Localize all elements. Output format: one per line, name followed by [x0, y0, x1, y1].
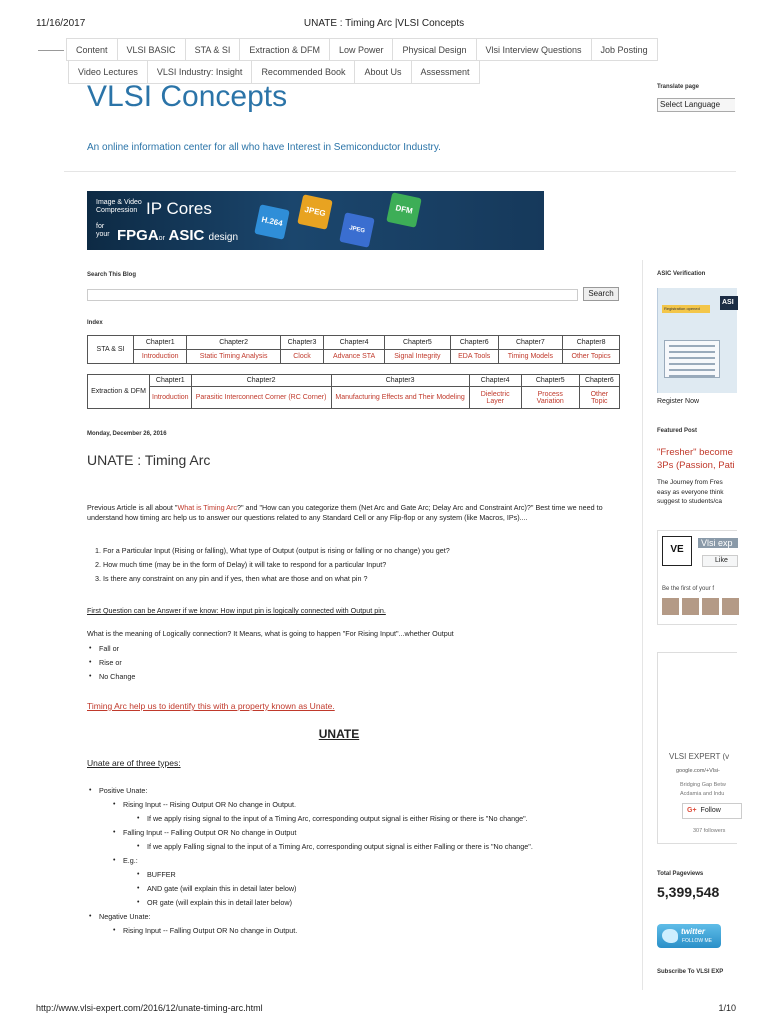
course-info-box — [664, 340, 720, 378]
chapter-header: Chapter8 — [563, 336, 620, 350]
meaning-text: What is the meaning of Logically connection? It Means, what is going to happen "For Rising Input"...whether Output — [87, 629, 454, 638]
gplus-url[interactable]: google.com/+Vlsi- — [676, 768, 720, 774]
list-item: • Rise or — [87, 658, 622, 668]
chapter-header: Chapter7 — [498, 336, 563, 350]
chip-jpeg2000-icon: JPEG 2000 — [339, 212, 375, 248]
table-row — [88, 336, 620, 350]
chapter-link[interactable]: Parasitic Interconnect Corner (RC Corner) — [191, 387, 331, 409]
list-item: 1. For a Particular Input (Rising or falling), What type of Output (output is rising or falling or no change) you get? — [103, 546, 622, 556]
banner-ip-cores: IP Cores — [146, 199, 212, 218]
google-plus-widget — [657, 652, 737, 844]
fb-friend-faces — [662, 598, 739, 615]
registration-badge: Registration opened — [662, 305, 710, 313]
list-item: • No Change — [87, 672, 622, 682]
chapter-link[interactable]: Signal Integrity — [384, 350, 450, 364]
excerpt-line: suggest to students/ca — [657, 498, 723, 505]
gplus-name[interactable]: VLSI EXPERT (v — [669, 752, 730, 761]
chip-jpeg-icon: JPEG — [297, 194, 333, 230]
negative-unate-label: Negative Unate: — [99, 912, 151, 921]
search-input[interactable] — [87, 289, 578, 301]
nav-item-extraction-dfm[interactable]: Extraction & DFM — [240, 38, 330, 61]
gplus-followers-count: 307 followers — [693, 828, 726, 834]
fb-like-button[interactable] — [702, 555, 738, 567]
banner-small-text: Image & Video Compression — [96, 199, 142, 214]
asic-verification-label: ASIC Verification — [657, 271, 706, 277]
twitter-follow-label: FOLLOW ME — [682, 938, 713, 944]
avatar — [662, 598, 679, 615]
list-item: • BUFFER — [135, 870, 622, 880]
nav-item-low-power[interactable]: Low Power — [330, 38, 394, 61]
subscribe-label: Subscribe To VLSI EXP — [657, 969, 724, 975]
unate-heading: UNATE — [318, 727, 360, 741]
featured-post-excerpt — [657, 478, 737, 507]
nav-item-vlsi-basic[interactable]: VLSI BASIC — [118, 38, 186, 61]
eg-label: E.g.: — [123, 856, 138, 865]
list-item: • AND gate (will explain this in detail later below) — [135, 884, 622, 894]
nav-item-interview-questions[interactable]: Vlsi Interview Questions — [477, 38, 592, 61]
banner-or: or — [158, 235, 165, 242]
chapter-header: Chapter5 — [521, 375, 579, 387]
index-table-dfm — [87, 374, 620, 409]
list-item: • Fall or — [87, 644, 622, 654]
chapter-header: Chapter2 — [191, 375, 331, 387]
list-item: • If we apply Falling signal to the input of a Timing Arc, corresponding output signal is either Falling or there is "No change". — [135, 842, 622, 852]
language-select[interactable]: Select Language — [657, 98, 735, 112]
chapter-link[interactable]: Introduction — [134, 350, 187, 364]
nav-item-recommended-book[interactable]: Recommended Book — [252, 61, 355, 84]
list-item — [111, 856, 622, 908]
output-list — [87, 644, 622, 686]
vlsi-expert-logo: VE — [662, 536, 692, 566]
chapter-link[interactable]: Other Topic — [579, 387, 619, 409]
translate-label: Translate page — [657, 84, 700, 90]
chapter-header: Chapter1 — [134, 336, 187, 350]
intro-link[interactable]: What is Timing Arc — [177, 503, 237, 512]
chapter-header: Chapter2 — [187, 336, 280, 350]
chip-dfm-icon: DFM — [386, 192, 422, 228]
intro-prefix: Previous Article is all about " — [87, 503, 178, 512]
banner-fpga-asic — [117, 227, 238, 244]
positive-unate-label: Positive Unate: — [99, 786, 148, 795]
excerpt-line: easy as everyone think — [657, 488, 724, 496]
featured-title-line: 3Ps (Passion, Pati — [657, 460, 735, 471]
ip-cores-banner[interactable] — [87, 191, 544, 264]
chapter-header: Chapter6 — [579, 375, 619, 387]
gplus-desc-line: Acdamia and Indu — [680, 791, 725, 797]
chapter-header: Chapter4 — [324, 336, 385, 350]
index-table-sta — [87, 335, 620, 364]
chapter-header: Chapter6 — [450, 336, 498, 350]
twitter-label: twitter — [681, 927, 705, 936]
chapter-link[interactable]: Process Variation — [521, 387, 579, 409]
nav-item-sta-si[interactable]: STA & SI — [186, 38, 241, 61]
table-row — [88, 375, 620, 387]
positive-falling-text: Falling Input -- Falling Output OR No change in Output — [123, 828, 297, 837]
print-title: UNATE : Timing Arc |VLSI Concepts — [303, 18, 465, 29]
gplus-icon: G+ — [687, 807, 697, 814]
three-types-text: Unate are of three types: — [87, 758, 181, 768]
pageviews-count: 5,399,548 — [657, 884, 720, 900]
avatar — [682, 598, 699, 615]
list-item — [87, 912, 622, 936]
print-url: http://www.vlsi-expert.com/2016/12/unate-timing-arc.html — [36, 1003, 263, 1013]
list-item: 3. Is there any constraint on any pin and if yes, then what are those and on what pin ? — [103, 574, 622, 584]
register-now-link[interactable]: Register Now — [657, 398, 700, 405]
row-head-dfm[interactable]: Extraction & DFM — [88, 375, 150, 409]
twitter-bird-icon — [662, 929, 678, 943]
question-list — [87, 546, 622, 588]
table-row — [88, 350, 620, 364]
post-intro — [87, 503, 622, 523]
index-label: Index — [87, 320, 103, 326]
chapter-link[interactable]: EDA Tools — [450, 350, 498, 364]
nav-divider — [38, 50, 64, 51]
print-header — [0, 0, 768, 40]
gplus-desc-line: Bridging Gap Betw — [680, 782, 726, 788]
post-title[interactable]: UNATE : Timing Arc — [87, 452, 211, 468]
chapter-header: Chapter3 — [331, 375, 469, 387]
list-item: 2. How much time (may be in the form of Delay) it will take to respond for a particular Input? — [103, 560, 622, 570]
site-title[interactable]: VLSI Concepts — [87, 80, 288, 113]
featured-post-label: Featured Post — [657, 428, 698, 434]
nav-item-industry-insight[interactable]: VLSI Industry: Insight — [148, 61, 253, 84]
nav-item-video-lectures[interactable]: Video Lectures — [68, 61, 148, 84]
unate-types-list — [87, 786, 622, 940]
banner-for-your: for your — [96, 223, 110, 238]
twitter-follow-button[interactable] — [657, 924, 721, 948]
chapter-link[interactable]: Dielectric Layer — [469, 387, 521, 409]
print-date: 11/16/2017 — [36, 18, 86, 29]
chapter-link[interactable]: Manufacturing Effects and Their Modeling — [331, 387, 469, 409]
chapter-link[interactable]: Advance STA — [324, 350, 385, 364]
banner-asic: ASIC — [168, 227, 205, 244]
timing-arc-help-text: Timing Arc help us to identify this with a property known as Unate. — [87, 701, 335, 711]
chapter-link[interactable]: Timing Models — [498, 350, 563, 364]
nav-item-assessment[interactable]: Assessment — [412, 61, 480, 84]
list-item — [87, 786, 622, 908]
table-row — [88, 387, 620, 409]
nav-item-content[interactable]: Content — [66, 38, 118, 61]
banner-design: design — [208, 232, 239, 243]
fb-first-text: Be the first of your f — [662, 586, 715, 592]
excerpt-line: The Journey from Fres — [657, 479, 723, 486]
chapter-header: Chapter4 — [469, 375, 521, 387]
chip-h264-icon: H.264 — [254, 204, 290, 240]
fb-page-name[interactable]: Vlsi exp — [698, 538, 738, 548]
first-question-text: First Question can be Answer if we know: How input pin is logically connected with Output pin. — [87, 606, 386, 615]
nav-item-physical-design[interactable]: Physical Design — [393, 38, 476, 61]
gplus-description — [680, 781, 726, 799]
chapter-link[interactable]: Introduction — [150, 387, 192, 409]
sidebar-divider — [642, 260, 643, 990]
featured-post-title[interactable] — [657, 446, 735, 472]
search-button[interactable]: Search — [583, 287, 619, 301]
chapter-header: Chapter1 — [150, 375, 192, 387]
follow-label: Follow — [700, 807, 721, 814]
asic-tag: ASI — [720, 296, 738, 310]
nav-row-1 — [66, 38, 736, 61]
search-label: Search This Blog — [87, 272, 137, 278]
chapter-link[interactable]: Static Timing Analysis — [187, 350, 280, 364]
row-head-sta[interactable]: STA & SI — [88, 336, 134, 364]
list-item — [111, 800, 622, 824]
chapter-link[interactable]: Other Topics — [563, 350, 620, 364]
like-label: Like — [715, 557, 728, 564]
gplus-follow-button[interactable] — [682, 803, 742, 819]
featured-title-line: "Fresher" become — [657, 447, 733, 458]
list-item: • Rising Input -- Falling Output OR No change in Output. — [111, 926, 622, 936]
nav-item-about-us[interactable]: About Us — [355, 61, 411, 84]
chapter-header: Chapter3 — [280, 336, 323, 350]
intro-suffix: ?" and "How can you categorize them (Net Arc and Gate Arc; Delay Arc and Constraint Arc)?" Best time we need to understand how timing arc help us to answer our questions related to any Standard Cell or any Flip-flop or any system (like Macros, IPs).... — [87, 503, 603, 522]
list-item: • OR gate (will explain this in detail later below) — [135, 898, 622, 908]
top-navigation — [66, 38, 736, 84]
site-tagline: An online information center for all who have Interest in Semiconductor Industry. — [87, 142, 441, 153]
facebook-widget — [657, 530, 737, 625]
list-item — [111, 828, 622, 852]
asic-verification-image[interactable] — [657, 288, 737, 393]
avatar — [702, 598, 719, 615]
print-page-number: 1/10 — [718, 1003, 736, 1013]
banner-fpga: FPGA — [117, 227, 159, 244]
post-date: Monday, December 26, 2016 — [87, 431, 167, 437]
chapter-link[interactable]: Clock — [280, 350, 323, 364]
positive-rising-text: Rising Input -- Rising Output OR No change in Output. — [123, 800, 296, 809]
nav-item-job-posting[interactable]: Job Posting — [592, 38, 658, 61]
avatar — [722, 598, 739, 615]
header-divider — [64, 171, 736, 172]
chapter-header: Chapter5 — [384, 336, 450, 350]
list-item: • If we apply rising signal to the input of a Timing Arc, corresponding output signal is either Rising or there is "No change". — [135, 814, 622, 824]
print-footer — [0, 1000, 768, 1024]
pageviews-label: Total Pageviews — [657, 871, 704, 877]
